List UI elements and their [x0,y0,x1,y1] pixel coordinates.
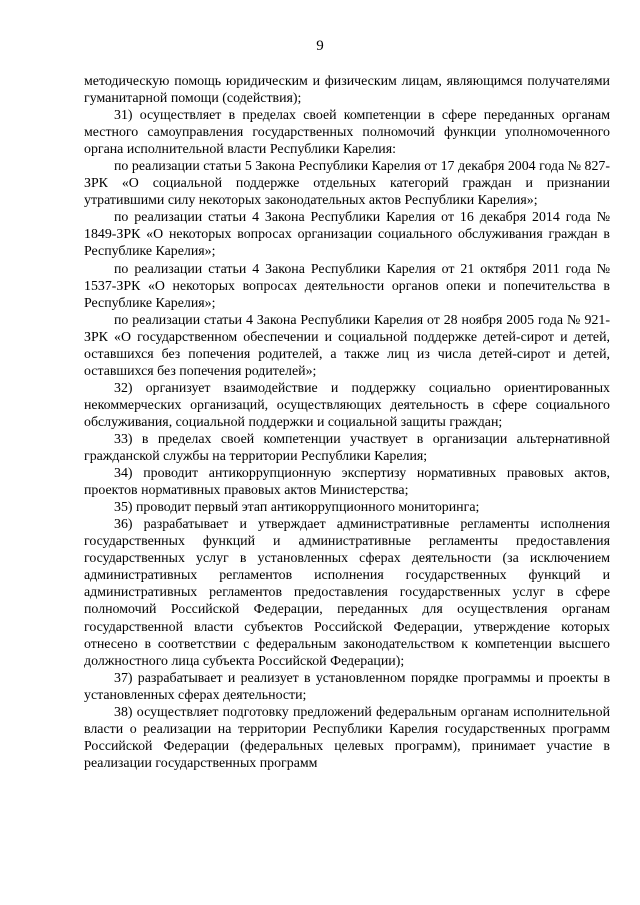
paragraph-law-1849: по реализации статьи 4 Закона Республики Карелия от 16 декабря 2014 года № 1849-ЗРК «О некоторых вопросах организации социального обслуживания граждан в Республике Карелия»; [84,210,610,260]
document-body [84,73,610,772]
paragraph-item-37: 37) разрабатывает и реализует в установленном порядке программы и проекты в установленных сферах деятельности; [84,670,610,703]
paragraph-item-35: 35) проводит первый этап антикоррупционного мониторинга; [114,500,480,516]
paragraph-item-32: 32) организует взаимодействие и поддержку социально ориентированных некоммерческих организаций, осуществляющих деятельность в сфере социального обслуживания, социальной поддержки и социальной защиты граждан; [84,380,610,430]
paragraph-continuation: методическую помощь юридическим и физическим лицам, являющимся получателями гуманитарной помощи (содействия); [84,74,610,107]
paragraph-item-38: 38) осуществляет подготовку предложений федеральным органам исполнительной власти о реализации на территории Республики Карелия государственных программ Российской Федерации (федеральных целевых программ), принимает участие в реализации государственных программ [84,704,610,771]
paragraph-item-31: 31) осуществляет в пределах своей компетенции в сфере переданных органам местного самоуправления государственных полномочий функции уполномоченного органа исполнительной власти Республики Карелия: [84,108,610,158]
paragraph-law-921: по реализации статьи 4 Закона Республики Карелия от 28 ноября 2005 года № 921-ЗРК «О государственном обеспечении и социальной поддержке детей-сирот и детей, оставшихся без попечения родителей, а также лиц из числа детей-сирот и детей, оставшихся без попечения родителей»; [84,312,610,379]
paragraph-item-34: 34) проводит антикоррупционную экспертизу нормативных правовых актов, проектов нормативных правовых актов Министерства; [84,466,610,499]
paragraph-item-33: 33) в пределах своей компетенции участвует в организации альтернативной гражданской службы на территории Республики Карелия; [84,431,610,465]
page-number: 9 [316,38,324,54]
paragraph-item-36: 36) разрабатывает и утверждает административные регламенты исполнения государственных функций и административные регламенты предоставления государственных услуг в установленных сферах деятельности (за исключением административных регламентов исполнения государственных функций и административных регламентов предоставления государственных услуг в сфере полномочий Российской Федерации, переданных для осуществления органам государственной власти субъектов Российской Федерации, утверждение которых отнесено в соответствии с федеральным законодательством к компетенции высшего должностного лица субъекта Российской Федерации); [84,517,610,669]
paragraph-law-827: по реализации статьи 5 Закона Республики Карелия от 17 декабря 2004 года № 827-ЗРК «О социальной поддержке отдельных категорий граждан и признании утратившими силу некоторых законодательных актов Республики Карелия»; [84,159,610,209]
paragraph-law-1537: по реализации статьи 4 Закона Республики Карелия от 21 октября 2011 года № 1537-ЗРК «О некоторых вопросах деятельности органов опеки и попечительства в Республике Карелия»; [84,261,610,311]
